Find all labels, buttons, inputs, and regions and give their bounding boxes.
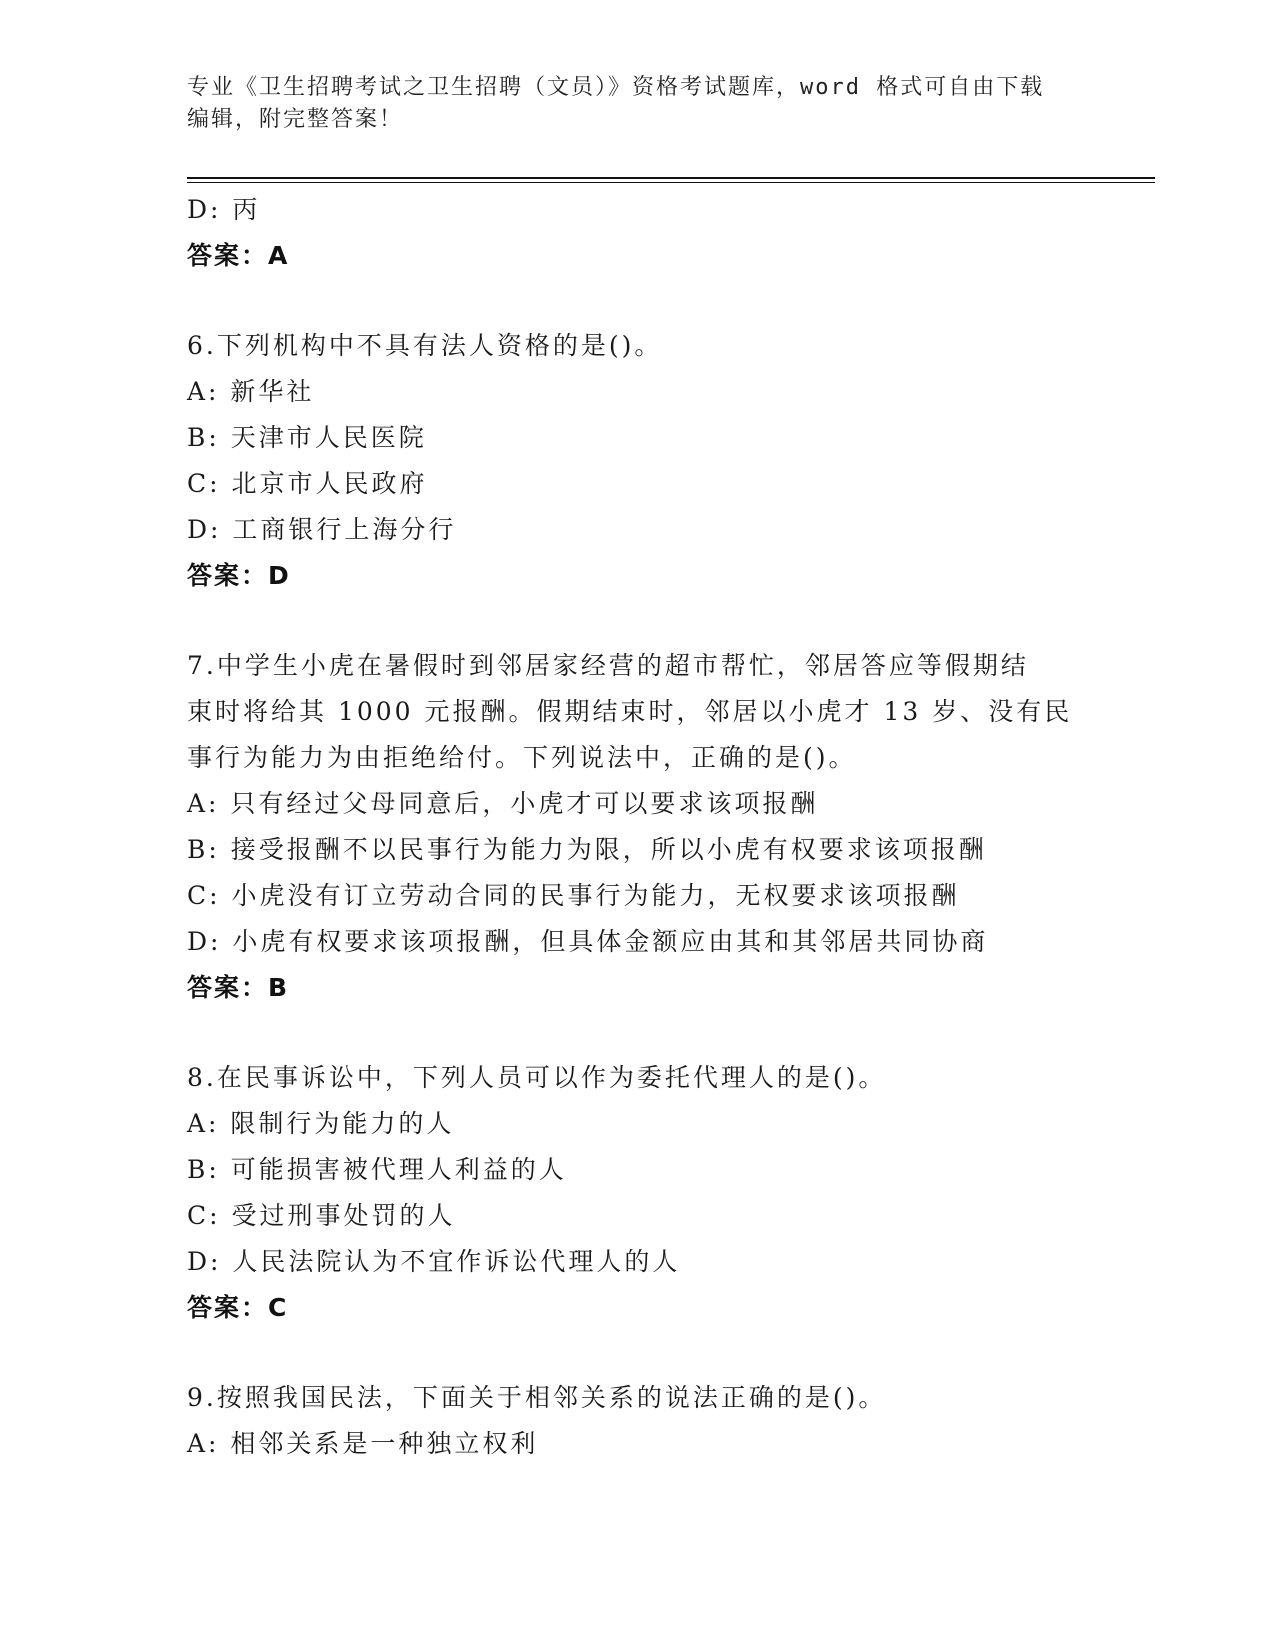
question-6 xyxy=(187,323,1087,599)
question-content xyxy=(187,187,1087,1467)
answer-label: 答案：A xyxy=(187,241,290,270)
question-stem-line-2: 束时将给其 1000 元报酬。假期结束时，邻居以小虎才 13 岁、没有民 xyxy=(187,697,1073,726)
question-8 xyxy=(187,1055,1087,1331)
option-b: B: 接受报酬不以民事行为能力为限，所以小虎有权要求该项报酬 xyxy=(187,835,987,864)
option-d: D: 人民法院认为不宜作诉讼代理人的人 xyxy=(187,1247,681,1276)
header-divider-thick xyxy=(187,177,1155,179)
header-line-1: 专业《卫生招聘考试之卫生招聘（文员）》资格考试题库，word 格式可自由下载 xyxy=(187,75,1045,100)
option-a: A: 只有经过父母同意后，小虎才可以要求该项报酬 xyxy=(187,789,819,818)
option-c: C: 受过刑事处罚的人 xyxy=(187,1201,456,1230)
answer-label: 答案：D xyxy=(187,561,291,590)
option-c: C: 北京市人民政府 xyxy=(187,469,428,498)
header-divider-thin xyxy=(187,182,1155,183)
header-line-2: 编辑，附完整答案！ xyxy=(187,107,404,132)
question-7 xyxy=(187,643,1087,1011)
answer-label: 答案：C xyxy=(187,1293,289,1322)
answer-label: 答案：B xyxy=(187,973,290,1002)
option-a: A: 新华社 xyxy=(187,377,315,406)
question-stem: 6.下列机构中不具有法人资格的是()。 xyxy=(187,331,663,360)
question-9 xyxy=(187,1375,1087,1467)
option-b: B: 天津市人民医院 xyxy=(187,423,427,452)
option-d: D: 丙 xyxy=(187,195,261,224)
question-stem: 8.在民事诉讼中，下列人员可以作为委托代理人的是()。 xyxy=(187,1063,887,1092)
option-d: D: 工商银行上海分行 xyxy=(187,515,457,544)
option-b: B: 可能损害被代理人利益的人 xyxy=(187,1155,567,1184)
option-c: C: 小虎没有订立劳动合同的民事行为能力，无权要求该项报酬 xyxy=(187,881,960,910)
question-5-tail xyxy=(187,187,1087,279)
document-header xyxy=(187,72,1087,136)
question-stem: 9.按照我国民法，下面关于相邻关系的说法正确的是()。 xyxy=(187,1383,887,1412)
question-stem-line-3: 事行为能力为由拒绝给付。下列说法中，正确的是()。 xyxy=(187,743,857,772)
option-a: A: 相邻关系是一种独立权利 xyxy=(187,1429,539,1458)
option-a: A: 限制行为能力的人 xyxy=(187,1109,455,1138)
option-d: D: 小虎有权要求该项报酬，但具体金额应由其和其邻居共同协商 xyxy=(187,927,989,956)
question-stem-line-1: 7.中学生小虎在暑假时到邻居家经营的超市帮忙，邻居答应等假期结 xyxy=(187,651,1029,680)
